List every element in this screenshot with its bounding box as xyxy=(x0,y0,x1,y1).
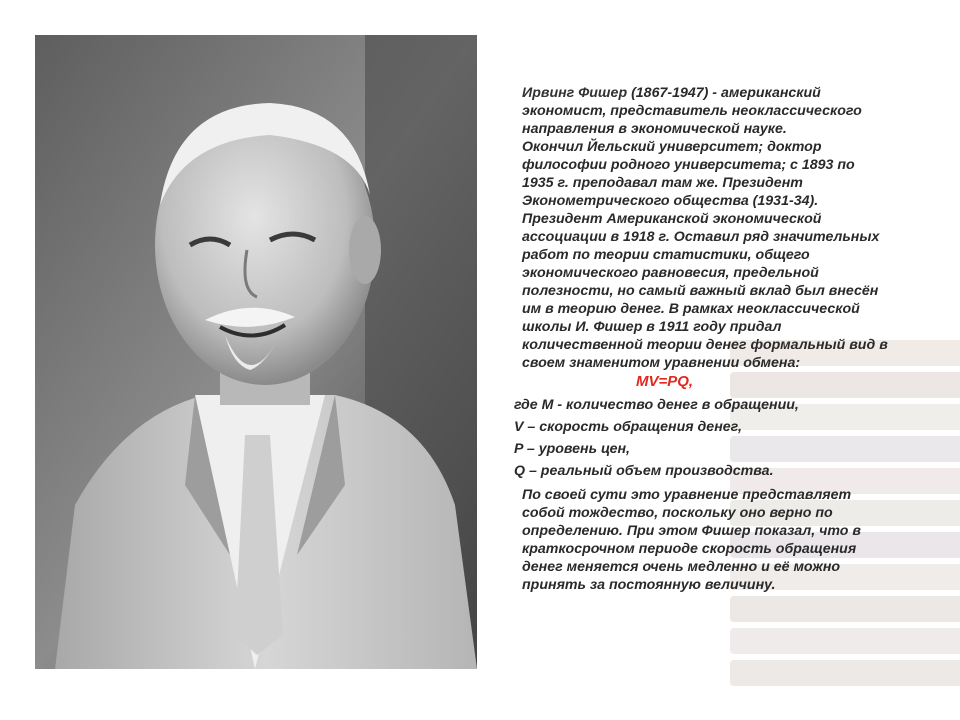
conclusion-line: собой тождество, поскольку оно верно по xyxy=(522,505,833,521)
bio-line: работ по теории статистики, общего xyxy=(522,247,810,263)
conclusion-line: принять за постоянную величину. xyxy=(522,577,776,593)
biography-paragraph xyxy=(522,84,950,372)
bio-line: направления в экономической науке. xyxy=(522,121,787,137)
definition-v: V – скорость обращения денег, xyxy=(514,419,742,435)
bio-line: Президент Американской экономической xyxy=(522,211,822,227)
definition-m: где M - количество денег в обращении, xyxy=(514,397,799,413)
definition-q: Q – реальный объем производства. xyxy=(514,463,774,479)
book-decoration xyxy=(730,596,960,622)
bio-line: философии родного университета; с 1893 по xyxy=(522,157,855,173)
person-dates: (1867-1947) - американский xyxy=(631,85,821,101)
bio-line: им в теорию денег. В рамках неоклассической xyxy=(522,301,860,317)
book-decoration xyxy=(730,660,960,686)
bio-line: Эконометрического общества (1931-34). xyxy=(522,193,819,209)
bio-line: экономического равновесия, предельной xyxy=(522,265,819,281)
conclusion-line: определению. При этом Фишер показал, что в xyxy=(522,523,861,539)
bio-line: своем знаменитом уравнении обмена: xyxy=(522,355,801,371)
exchange-equation: MV=PQ, xyxy=(636,373,694,390)
portrait-photo xyxy=(35,35,477,669)
conclusion-paragraph xyxy=(522,486,950,594)
bio-line: экономист, представитель неоклассического xyxy=(522,103,862,119)
bio-line: полезности, но самый важный вклад был внесён xyxy=(522,283,879,299)
portrait-illustration xyxy=(35,35,477,669)
bio-line: Окончил Йельский университет; доктор xyxy=(522,139,822,155)
book-decoration xyxy=(730,628,960,654)
biography-text-block xyxy=(510,84,950,594)
conclusion-line: краткосрочном периоде скорость обращения xyxy=(522,541,857,557)
definition-p: P – уровень цен, xyxy=(514,441,630,457)
conclusion-line: По своей сути это уравнение представляет xyxy=(522,487,852,503)
bio-line: ассоциации в 1918 г. Оставил ряд значительных xyxy=(522,229,880,245)
bio-line: школы И. Фишер в 1911 году придал xyxy=(522,319,782,335)
bio-line: 1935 г. преподавал там же. Президент xyxy=(522,175,803,191)
person-name: Ирвинг Фишер xyxy=(522,85,628,101)
conclusion-line: денег меняется очень медленно и её можно xyxy=(522,559,841,575)
bio-line: количественной теории денег формальный вид в xyxy=(522,337,888,353)
